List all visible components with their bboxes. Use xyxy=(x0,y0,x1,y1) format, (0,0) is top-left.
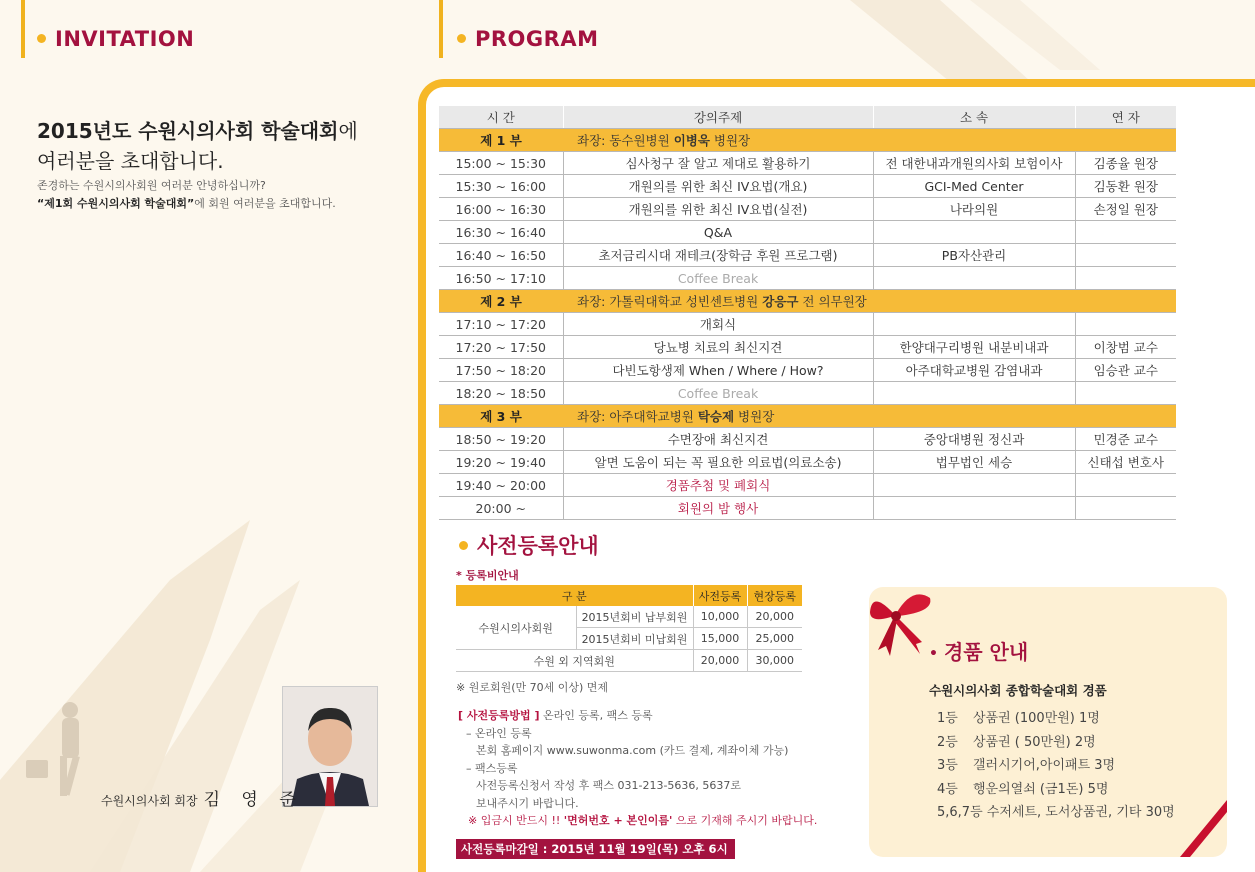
header-speaker: 연 자 xyxy=(1075,106,1176,129)
session-chair-pre: 좌장: 동수원병원 xyxy=(577,133,674,148)
topic-cell: 개원의를 위한 최신 IV요법(실전) xyxy=(563,198,873,221)
program-row xyxy=(439,451,1176,474)
top-right-decoration xyxy=(820,0,1255,90)
time-cell: 19:40 ~ 20:00 xyxy=(439,474,563,497)
speaker-cell: 신태섭 변호사 xyxy=(1075,451,1176,474)
time-cell: 16:50 ~ 17:10 xyxy=(439,267,563,290)
affiliation-cell xyxy=(873,382,1075,405)
speaker-cell xyxy=(1075,382,1176,405)
time-cell: 19:20 ~ 19:40 xyxy=(439,451,563,474)
fee-pre: 20,000 xyxy=(693,650,747,672)
session-chair-name: 이병욱 xyxy=(673,133,710,148)
session-name: 제 2 부 xyxy=(439,290,563,313)
session-chair-post: 전 의무원장 xyxy=(798,294,867,309)
session-chair-pre: 좌장: 아주대학교병원 xyxy=(577,409,698,424)
program-row xyxy=(439,198,1176,221)
affiliation-cell xyxy=(873,474,1075,497)
speaker-cell xyxy=(1075,313,1176,336)
speaker-cell: 임승관 교수 xyxy=(1075,359,1176,382)
fee-row xyxy=(456,650,802,672)
session-row xyxy=(439,405,1176,428)
fee-table xyxy=(456,585,802,672)
fee-pre: 15,000 xyxy=(693,628,747,650)
program-heading: PROGRAM xyxy=(457,27,598,51)
affiliation-cell xyxy=(873,497,1075,520)
fee-row xyxy=(456,606,802,628)
president-signature: 수원시의사회 회장 김 영 준 xyxy=(101,790,304,810)
program-row xyxy=(439,474,1176,497)
affiliation-cell: 전 대한내과개원의사회 보험이사 xyxy=(873,152,1075,175)
time-cell: 20:00 ~ xyxy=(439,497,563,520)
program-row xyxy=(439,244,1176,267)
topic-cell: 초저금리시대 재테크(장학금 후원 프로그램) xyxy=(563,244,873,267)
fee-header-type: 구 분 xyxy=(456,585,693,606)
header-affiliation: 소 속 xyxy=(873,106,1075,129)
topic-cell: 개회식 xyxy=(563,313,873,336)
program-row xyxy=(439,267,1176,290)
deadline-banner: 사전등록마감일 : 2015년 11월 19일(목) 오후 6시 xyxy=(456,839,735,859)
registration-method: [ 사전등록방법 ] 온라인 등록, 팩스 등록 – 온라인 등록 본회 홈페이지 www.suwonma.com (카드 결제, 계좌이체 가능) – 팩스등록 사전등록신청서 작성 후 팩스 031-213-5636, 5637로 보내주시기 바랍니다. ※ 입금시 반드시 !! '면허번호 + 본인이름' 으로 기재해 주시기 바랍니다. xyxy=(458,709,818,827)
topic-cell: 경품추첨 및 폐회식 xyxy=(563,474,873,497)
program-row xyxy=(439,336,1176,359)
affiliation-cell xyxy=(873,221,1075,244)
speaker-cell: 이창범 교수 xyxy=(1075,336,1176,359)
affiliation-cell: 나라의원 xyxy=(873,198,1075,221)
header-time: 시 간 xyxy=(439,106,563,129)
prize-item: 1등 상품권 (100만원) 1명 xyxy=(937,711,1100,726)
session-chair-pre: 좌장: 가톨릭대학교 성빈센트병원 xyxy=(577,294,763,309)
topic-cell: Q&A xyxy=(563,221,873,244)
invitation-headline: 2015년도 수원시의사회 학술대회에 여러분을 초대합니다. xyxy=(37,119,358,173)
session-chair-name: 강응구 xyxy=(762,294,799,309)
time-cell: 15:30 ~ 16:00 xyxy=(439,175,563,198)
session-chair-post: 병원장 xyxy=(734,409,775,424)
invitation-heading: INVITATION xyxy=(37,27,194,51)
time-cell: 16:30 ~ 16:40 xyxy=(439,221,563,244)
topic-cell: 개원의를 위한 최신 IV요법(개요) xyxy=(563,175,873,198)
bullet-icon xyxy=(37,34,46,43)
program-row xyxy=(439,428,1176,451)
program-header-row xyxy=(439,106,1176,129)
topic-cell: 수면장애 최신지견 xyxy=(563,428,873,451)
fee-member-group: 수원시의사회원 xyxy=(456,606,576,650)
registration-heading: 사전등록안내 xyxy=(459,530,599,560)
bullet-icon xyxy=(459,541,468,550)
program-row xyxy=(439,221,1176,244)
program-row xyxy=(439,175,1176,198)
session-name: 제 3 부 xyxy=(439,405,563,428)
prize-item: 2등 상품권 ( 50만원) 2명 xyxy=(937,734,1096,750)
affiliation-cell: GCI-Med Center xyxy=(873,175,1075,198)
topic-cell: Coffee Break xyxy=(563,267,873,290)
session-chair xyxy=(563,405,1176,428)
speaker-cell: 손정일 원장 xyxy=(1075,198,1176,221)
fee-onsite: 20,000 xyxy=(747,606,802,628)
prize-item: 5,6,7등 수저세트, 도서상품권, 기타 30명 xyxy=(937,805,1175,820)
speaker-cell xyxy=(1075,244,1176,267)
topic-cell: 알면 도움이 되는 꼭 필요한 의료법(의료소송) xyxy=(563,451,873,474)
ribbon-corner-icon xyxy=(1180,800,1227,857)
time-cell: 17:50 ~ 18:20 xyxy=(439,359,563,382)
header-topic: 강의주제 xyxy=(563,106,873,129)
affiliation-cell: 한양대구리병원 내분비내과 xyxy=(873,336,1075,359)
affiliation-cell xyxy=(873,313,1075,336)
fee-header-row xyxy=(456,585,802,606)
program-row xyxy=(439,313,1176,336)
speaker-cell xyxy=(1075,267,1176,290)
fee-type: 2015년회비 납부회원 xyxy=(576,606,693,628)
time-cell: 18:50 ~ 19:20 xyxy=(439,428,563,451)
invitation-message: 존경하는 수원시의사회원 여러분 안녕하십니까? “제1회 수원시의사회 학술대회”에 회원 여러분을 초대합니다. xyxy=(37,179,336,210)
speaker-cell xyxy=(1075,497,1176,520)
topic-cell: 회원의 밤 행사 xyxy=(563,497,873,520)
prize-heading: • 경품 안내 xyxy=(929,640,1029,664)
fee-note: ※ 원로회원(만 70세 이상) 면제 xyxy=(456,681,609,694)
topic-cell: 다빈도항생제 When / Where / How? xyxy=(563,359,873,382)
session-chair-post: 병원장 xyxy=(709,133,751,148)
session-row xyxy=(439,290,1176,313)
affiliation-cell: 중앙대병원 정신과 xyxy=(873,428,1075,451)
affiliation-cell: 아주대학교병원 감염내과 xyxy=(873,359,1075,382)
fee-type: 수원 외 지역회원 xyxy=(456,650,693,672)
fee-onsite: 30,000 xyxy=(747,650,802,672)
program-row xyxy=(439,359,1176,382)
time-cell: 16:00 ~ 16:30 xyxy=(439,198,563,221)
fee-header-onsite: 현장등록 xyxy=(747,585,802,606)
speaker-cell xyxy=(1075,221,1176,244)
session-chair xyxy=(563,129,1176,152)
speaker-cell xyxy=(1075,474,1176,497)
speaker-cell: 김종율 원장 xyxy=(1075,152,1176,175)
fee-header-pre: 사전등록 xyxy=(693,585,747,606)
prize-list xyxy=(937,707,1175,825)
affiliation-cell: PB자산관리 xyxy=(873,244,1075,267)
prize-subtitle: 수원시의사회 종합학술대회 경품 xyxy=(929,683,1107,698)
time-cell: 17:20 ~ 17:50 xyxy=(439,336,563,359)
prize-item: 4등 행운의열쇠 (금1돈) 5명 xyxy=(937,781,1109,797)
session-name: 제 1 부 xyxy=(439,129,563,152)
program-row xyxy=(439,152,1176,175)
affiliation-cell xyxy=(873,267,1075,290)
fee-label: * 등록비안내 xyxy=(456,569,519,582)
prize-item: 3등 갤러시기어,아이패트 3명 xyxy=(937,758,1116,773)
session-row xyxy=(439,129,1176,152)
program-row xyxy=(439,497,1176,520)
program-table xyxy=(439,106,1176,520)
invitation-divider xyxy=(21,0,25,58)
time-cell: 18:20 ~ 18:50 xyxy=(439,382,563,405)
time-cell: 15:00 ~ 15:30 xyxy=(439,152,563,175)
speaker-cell: 김동환 원장 xyxy=(1075,175,1176,198)
fee-type: 2015년회비 미납회원 xyxy=(576,628,693,650)
program-row xyxy=(439,382,1176,405)
topic-cell: Coffee Break xyxy=(563,382,873,405)
speaker-cell: 민경준 교수 xyxy=(1075,428,1176,451)
fee-pre: 10,000 xyxy=(693,606,747,628)
program-divider xyxy=(439,0,443,58)
topic-cell: 심사청구 잘 알고 제대로 활용하기 xyxy=(563,152,873,175)
session-chair-name: 탁승제 xyxy=(697,409,735,424)
topic-cell: 당뇨병 치료의 최신지견 xyxy=(563,336,873,359)
fee-onsite: 25,000 xyxy=(747,628,802,650)
session-chair xyxy=(563,290,1176,313)
time-cell: 17:10 ~ 17:20 xyxy=(439,313,563,336)
time-cell: 16:40 ~ 16:50 xyxy=(439,244,563,267)
bullet-icon xyxy=(457,34,466,43)
affiliation-cell: 법무법인 세승 xyxy=(873,451,1075,474)
